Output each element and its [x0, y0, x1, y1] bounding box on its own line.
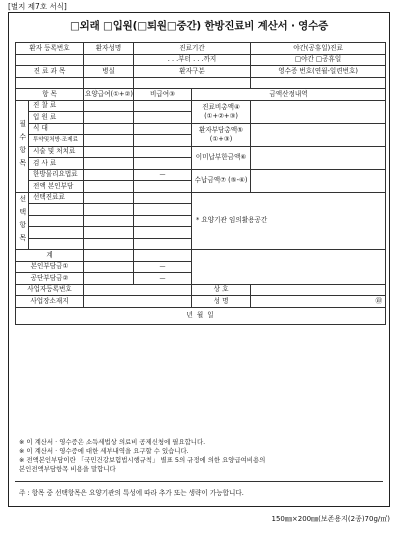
- item-meal: 식 대: [29, 123, 84, 135]
- calc-total-label: 진료비총액④ (①+②+③): [192, 100, 251, 123]
- item-full-copay: 전액 본인부담: [29, 181, 84, 193]
- calc-patient-value[interactable]: [251, 123, 386, 146]
- sum-noncovered[interactable]: [134, 250, 192, 262]
- cell[interactable]: [29, 215, 84, 227]
- cell[interactable]: [84, 215, 134, 227]
- calc-prepaid-label: 이미납부한금액⑥: [192, 146, 251, 169]
- department-value[interactable]: [16, 77, 84, 89]
- address-label: 사업장소재지: [16, 296, 84, 308]
- calc-total-value[interactable]: [251, 100, 386, 123]
- cell[interactable]: [84, 238, 134, 250]
- cell[interactable]: [134, 238, 192, 250]
- receipt-form: [8, 12, 390, 507]
- cell[interactable]: [84, 227, 134, 239]
- cell[interactable]: [84, 135, 134, 147]
- cell[interactable]: [134, 135, 192, 147]
- free-space: * 요양기관 임의활용공간: [192, 192, 386, 250]
- cell[interactable]: [29, 227, 84, 239]
- cell[interactable]: [29, 238, 84, 250]
- item-test: 검 사 료: [29, 158, 84, 170]
- cell[interactable]: [134, 123, 192, 135]
- section-optional: 선택항목: [16, 192, 29, 250]
- cell[interactable]: [134, 227, 192, 239]
- blank-area: [192, 250, 386, 285]
- rep-name-label: 성 명: [192, 296, 251, 308]
- calc-receivable-value[interactable]: [251, 169, 386, 192]
- header-room: 병실: [84, 66, 134, 78]
- note-line: ※ 이 계산서 · 영수증은 소득세법상 의료비 공제신청에 필요합니다.: [19, 438, 206, 446]
- item-procedure: 시술 및 처치료: [29, 146, 84, 158]
- cell[interactable]: [84, 192, 134, 204]
- cell[interactable]: [84, 204, 134, 216]
- item-physio: 한방물리요법료: [29, 169, 84, 181]
- cell[interactable]: [84, 112, 134, 124]
- cell[interactable]: [134, 146, 192, 158]
- divider: [15, 481, 383, 482]
- cell[interactable]: [84, 169, 134, 181]
- cell[interactable]: [29, 204, 84, 216]
- insurer-value[interactable]: [84, 273, 134, 285]
- cell[interactable]: [134, 112, 192, 124]
- period-value[interactable]: . . .부터 . . .까지: [134, 54, 251, 66]
- cell[interactable]: [134, 192, 192, 204]
- calc-patient-label: 환자부담총액⑤ (①+③): [192, 123, 251, 146]
- header-patient-id: 환자 등록번호: [16, 43, 84, 55]
- patient-id-value[interactable]: [16, 54, 84, 66]
- note-line: 본인전액부담항목 비용을 말합니다: [19, 465, 116, 473]
- cell[interactable]: [134, 181, 192, 193]
- address-value[interactable]: [84, 296, 192, 308]
- room-value[interactable]: [84, 77, 134, 89]
- header-receipt-no: 영수증 번호(연월-일련번호): [251, 66, 386, 78]
- item-selective: 선택진료료: [29, 192, 84, 204]
- header-period: 진료기간: [134, 43, 251, 55]
- cell[interactable]: [84, 123, 134, 135]
- receipt-no-value[interactable]: [251, 77, 386, 89]
- notes: [19, 438, 381, 474]
- company-name-value[interactable]: [251, 284, 386, 296]
- col-item: 항 목: [16, 89, 84, 101]
- item-admission: 입 원 료: [29, 112, 84, 124]
- item-exam: 진 찰 료: [29, 100, 84, 112]
- calc-prepaid-value[interactable]: [251, 146, 386, 169]
- rep-name-value[interactable]: [251, 296, 386, 308]
- dash: —: [134, 273, 192, 285]
- header-department: 진 료 과 목: [16, 66, 84, 78]
- header-patient-name: 환자성명: [84, 43, 134, 55]
- col-noncovered: 비급여③: [134, 89, 192, 101]
- cell[interactable]: [84, 181, 134, 193]
- cell[interactable]: [84, 146, 134, 158]
- form-label: [별지 제7호 서식]: [8, 2, 67, 11]
- sum-covered[interactable]: [84, 250, 134, 262]
- footer-note: 주 : 항목 중 선택항목은 요양기관의 특성에 따라 추가 또는 생략이 가능합니다.: [19, 489, 244, 497]
- header-night: 야간(공휴일)진료: [251, 43, 386, 55]
- note-line: ※ 이 계산서 · 영수증에 대한 세부내역을 요구할 수 있습니다.: [19, 447, 189, 455]
- cell[interactable]: [84, 100, 134, 112]
- copay-value[interactable]: [84, 261, 134, 273]
- col-covered: 요양급여(①+②): [84, 89, 134, 101]
- biz-no-label: 사업자등록번호: [16, 284, 84, 296]
- cell[interactable]: [134, 158, 192, 170]
- section-required: 필수항목: [16, 100, 29, 192]
- copay-label: 본인부담금①: [16, 261, 84, 273]
- company-name-label: 상 호: [192, 284, 251, 296]
- patient-name-value[interactable]: [84, 54, 134, 66]
- item-medication: 투약및처방·조제료: [29, 135, 84, 147]
- receipt-table: [15, 42, 386, 325]
- form-title: □외래 □입원(□퇴원□중간) 한방진료비 계산서 · 영수증: [69, 20, 329, 32]
- patient-type-value[interactable]: [134, 77, 251, 89]
- cell[interactable]: [84, 158, 134, 170]
- header-patient-type: 환자구분: [134, 66, 251, 78]
- night-options[interactable]: □야간 □공휴일: [251, 54, 386, 66]
- insurer-label: 공단부담금②: [16, 273, 84, 285]
- cell[interactable]: [134, 204, 192, 216]
- dash: —: [134, 261, 192, 273]
- sum-label: 계: [16, 250, 84, 262]
- note-line: ※ 전액본인부담이란 「국민건강보험법시행규칙」 별표 5의 규정에 의한 요양급여비용의: [19, 456, 266, 464]
- dash: —: [134, 169, 192, 181]
- seal-mark: ㊞: [375, 296, 383, 305]
- calc-receivable-label: 수납금액⑦ (⑤-⑥): [192, 169, 251, 192]
- date-line[interactable]: 년 월 일: [16, 307, 386, 324]
- biz-no-value[interactable]: [84, 284, 192, 296]
- cell[interactable]: [134, 100, 192, 112]
- cell[interactable]: [134, 215, 192, 227]
- col-calc: 금액산정내역: [192, 89, 386, 101]
- paper-size-note: 150㎜×200㎜(보존용지(2종)70g/㎡): [271, 515, 390, 523]
